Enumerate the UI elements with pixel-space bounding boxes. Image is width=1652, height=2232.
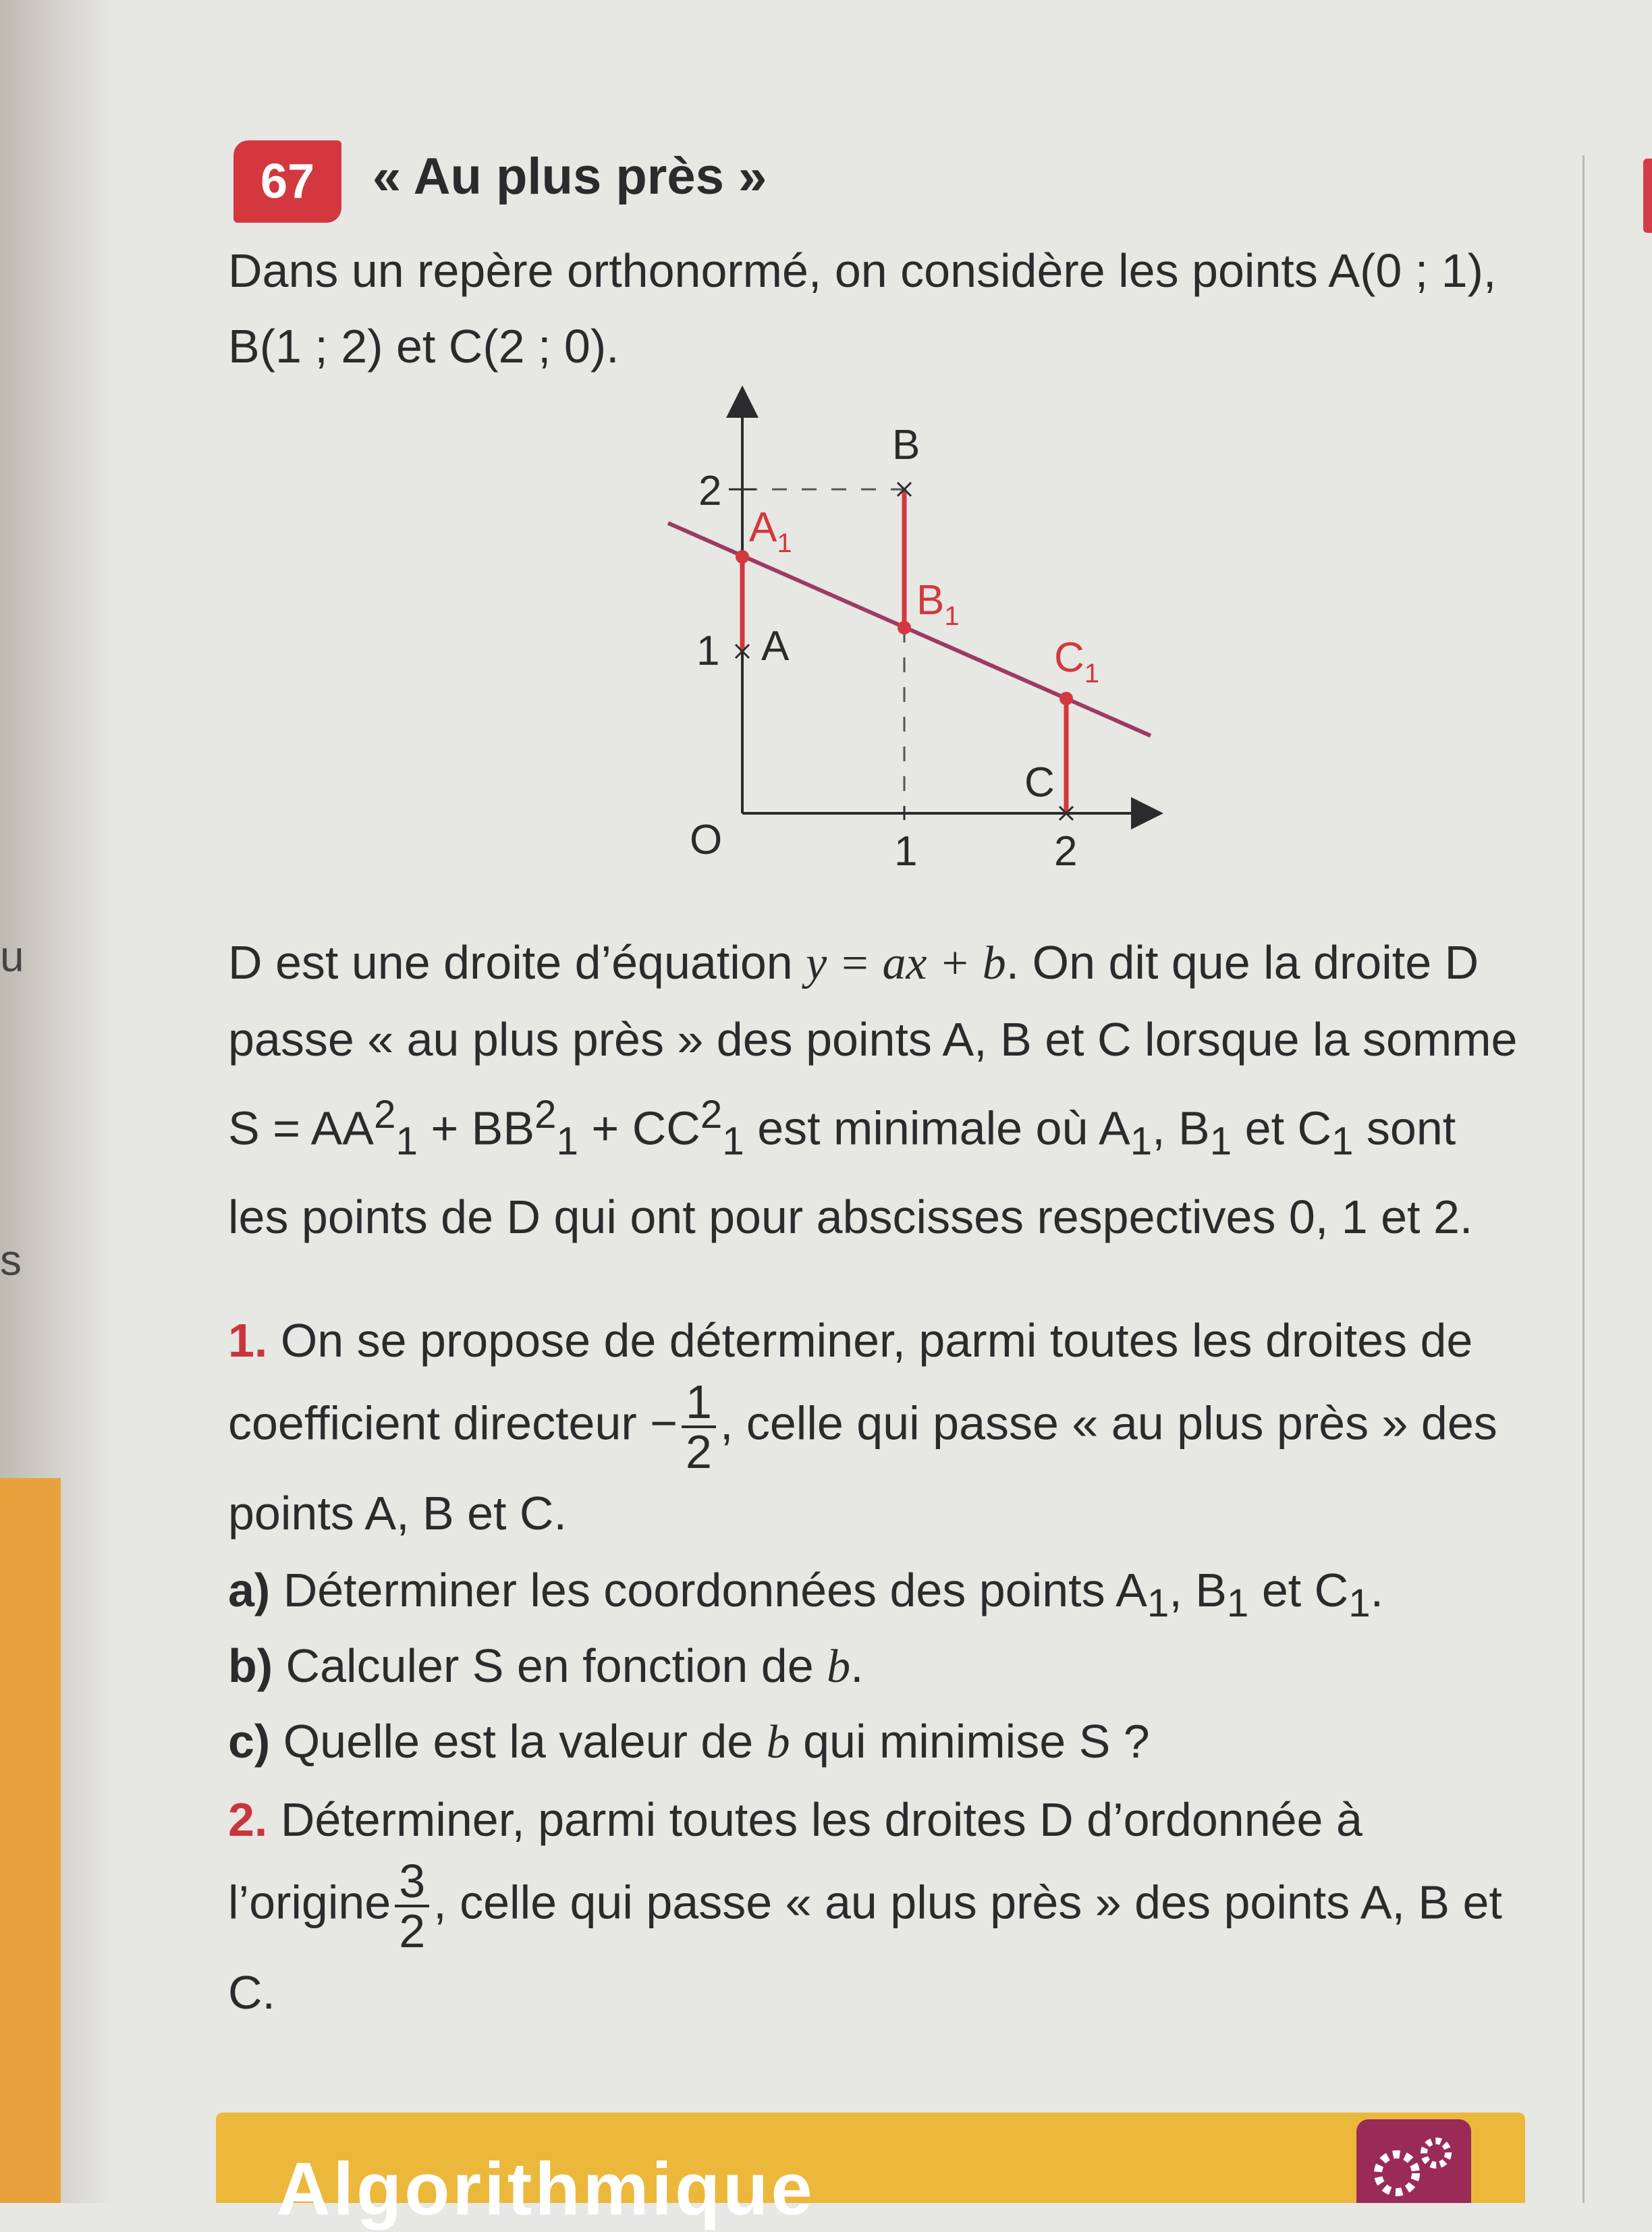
subquestion-text: , B xyxy=(1169,1564,1227,1616)
subscript: 1 xyxy=(1348,1581,1371,1625)
exponent: 2 xyxy=(700,1093,723,1137)
definition-text: , B xyxy=(1152,1101,1210,1155)
subscript: 1 xyxy=(1226,1581,1249,1625)
definition-text: . On dit que la droite D passe « au plus près » des points A, B et C lorsque la somme S = AA xyxy=(228,936,1518,1155)
fraction-denominator: 2 xyxy=(686,1425,712,1478)
definition-text: et C xyxy=(1232,1101,1332,1155)
definition-paragraph xyxy=(228,925,1524,1255)
variable: b xyxy=(827,1641,851,1693)
question-text: Déterminer, parmi toutes les droites D d’ordonnée à l’origine xyxy=(228,1793,1362,1929)
subquestion-text: et C xyxy=(1248,1564,1349,1616)
label-B: B xyxy=(892,422,920,468)
subquestion-label: a) xyxy=(228,1564,271,1616)
subquestion-text: Calculer S en fonction de xyxy=(285,1639,827,1692)
subquestion-text: . xyxy=(850,1639,864,1692)
exercise-title: « Au plus près » xyxy=(373,148,767,205)
label-x2: 2 xyxy=(1054,828,1078,875)
subscript: 1 xyxy=(1130,1119,1153,1164)
subquestion-label: b) xyxy=(228,1639,273,1692)
label-A1: $A_1$ xyxy=(749,504,792,558)
exponent: 2 xyxy=(534,1093,557,1137)
question-number: 2. xyxy=(228,1793,268,1846)
coordinate-figure xyxy=(634,385,1174,898)
subquestion-label: c) xyxy=(228,1715,271,1768)
exponent: 2 xyxy=(373,1093,396,1137)
definition-text: + CC xyxy=(578,1101,700,1155)
label-x1: 1 xyxy=(894,828,918,875)
left-margin-fragment: s xyxy=(0,1236,22,1284)
label-y1: 1 xyxy=(696,628,720,674)
fraction xyxy=(682,1376,716,1478)
subscript: 1 xyxy=(1331,1119,1354,1164)
fraction-denominator: 2 xyxy=(399,1905,426,1957)
label-C1: $C_1$ xyxy=(1054,634,1100,688)
point-B1 xyxy=(898,621,911,634)
fraction-numerator: 1 xyxy=(682,1378,716,1428)
question-2 xyxy=(228,1782,1524,2030)
question-1b xyxy=(228,1628,1524,1705)
algorithmique-title: Algorithmique xyxy=(277,2148,815,2231)
page-tab-marker xyxy=(1643,159,1652,233)
question-number: 1. xyxy=(228,1314,268,1367)
column-rule xyxy=(1582,155,1585,2203)
fraction xyxy=(395,1857,429,1955)
label-B1: $B_1$ xyxy=(916,577,960,631)
label-C: C xyxy=(1024,759,1055,806)
gear-icon xyxy=(1356,2119,1471,2203)
subquestion-text: qui minimise S ? xyxy=(790,1715,1150,1768)
label-A: A xyxy=(761,623,790,670)
definition-text: + BB xyxy=(417,1101,535,1155)
question-text: , celle qui passe « au plus près » des points A, B et C. xyxy=(228,1876,1502,2019)
line-equation: y = ax + b xyxy=(806,937,1006,989)
point-C1 xyxy=(1059,692,1073,705)
question-1 xyxy=(228,1303,1524,1551)
subscript: 1 xyxy=(395,1119,418,1164)
label-y2: 2 xyxy=(698,468,722,514)
definition-text: sont les points de D qui ont pour abscisses respectives 0, 1 et 2. xyxy=(228,1101,1473,1244)
exercise-number-badge: 67 xyxy=(233,140,341,223)
subscript: 1 xyxy=(556,1119,578,1164)
subquestion-text: Déterminer les coordonnées des points A xyxy=(283,1564,1147,1616)
left-orange-strip xyxy=(0,1478,61,2203)
question-text: On se propose de déterminer, parmi toutes les droites de coefficient directeur − xyxy=(228,1314,1473,1450)
subquestion-text: . xyxy=(1370,1564,1384,1616)
question-1c xyxy=(228,1704,1524,1780)
definition-text: est minimale où A xyxy=(744,1101,1130,1155)
variable: b xyxy=(766,1716,790,1768)
subscript: 1 xyxy=(1147,1581,1169,1625)
question-text: , celle qui passe « au plus près » des points A, B et C. xyxy=(228,1396,1497,1540)
point-A1 xyxy=(736,550,749,564)
subscript: 1 xyxy=(1209,1119,1232,1164)
subquestion-text: Quelle est la valeur de xyxy=(283,1715,767,1768)
fraction-numerator: 3 xyxy=(395,1857,429,1907)
label-origin: O xyxy=(690,817,723,863)
exercise-intro: Dans un repère orthonormé, on considère les points A(0 ; 1), B(1 ; 2) et C(2 ; 0). xyxy=(228,244,1497,373)
subscript: 1 xyxy=(722,1119,744,1164)
definition-text: D est une droite d’équation xyxy=(228,936,793,989)
left-margin-fragment: u xyxy=(0,932,24,981)
